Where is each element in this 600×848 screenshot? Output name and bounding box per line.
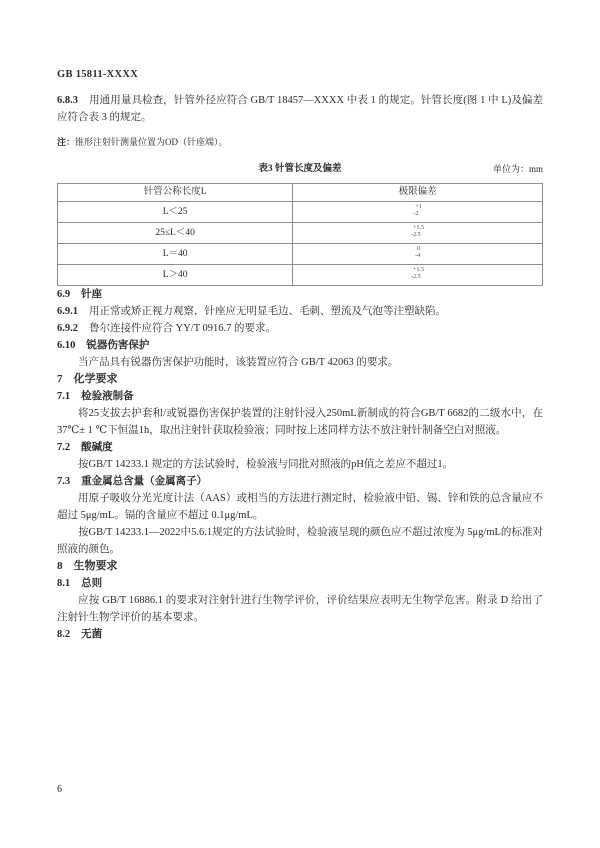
heading-7-1 (57, 388, 543, 405)
doc-code: GB 15811-XXXX (57, 69, 139, 80)
heading-6-10 (57, 337, 543, 354)
clause-number: 6.9.2 (57, 323, 78, 334)
tolerance-minus: -2 (413, 211, 419, 218)
heading-8-1 (57, 575, 543, 592)
heading-6-9 (57, 286, 543, 303)
tolerance-stack (413, 204, 421, 218)
table3-row1-range: L＜25 (58, 202, 293, 223)
paragraph-7-1: 将25支拔去护套和/或锐器伤害保护装置的注射针浸入250mL新制成的符合GB/T 6682的二级水中，在37℃± 1 ℃下恒温1h，取出注射针获取检验液；同时按上述同样方法不放注射针制备空白对照液。 (57, 408, 543, 436)
heading-title: 化学要求 (73, 373, 118, 385)
clause-text: 用正常或矫正视力观察，针座应无明显毛边、毛刺、塑流及气泡等注塑缺陷。 (89, 306, 446, 317)
tolerance-minus: -4 (415, 253, 421, 260)
heading-title: 针座 (81, 289, 103, 300)
clause-6-8-3-number: 6.8.3 (57, 95, 78, 106)
heading-number: 8.2 (57, 629, 71, 640)
heading-title: 生物要求 (73, 560, 118, 572)
paragraph-6-10: 当产品具有锐器伤害保护功能时，该装置应符合 GB/T 42063 的要求。 (78, 357, 399, 368)
table3 (57, 183, 543, 286)
table3-caption (57, 162, 543, 176)
tolerance-minus: -2.5 (411, 274, 421, 281)
clause-6-9-2 (57, 320, 543, 337)
heading-title: 检验液制备 (81, 391, 134, 402)
table-row (58, 265, 543, 286)
heading-number: 6.10 (57, 340, 76, 351)
heading-title: 锐器伤害保护 (86, 340, 150, 351)
tolerance-plus: +1 (415, 204, 422, 211)
tolerance-plus: +1.5 (413, 225, 425, 232)
table-row (58, 244, 543, 265)
heading-7-3 (57, 473, 543, 490)
heading-title: 无菌 (81, 629, 103, 640)
tolerance-stack (415, 246, 420, 260)
tolerance-plus: 0 (417, 246, 421, 253)
table3-header-row (58, 184, 543, 202)
tolerance-stack (411, 225, 424, 239)
heading-number: 7.1 (57, 391, 71, 402)
clause-6-8-3 (57, 92, 543, 126)
clause-6-8-3-text: 用通用量具检查，针管外径应符合 GB/T 18457—XXXX 中表 1 的规定。针管长度(图 1 中 L)及偏差应符合表 3 的规定。 (57, 95, 543, 123)
note-text: 锥形注射针测量位置为OD（针座端）。 (75, 137, 228, 147)
page-number: 6 (57, 784, 62, 795)
table-row (58, 202, 543, 223)
table-row (58, 223, 543, 244)
table3-row4-deviation (293, 265, 543, 286)
heading-number: 8 (57, 560, 63, 572)
table3-row3-deviation (293, 244, 543, 265)
clause-6-9-1 (57, 303, 543, 320)
tolerance-minus: -2.5 (411, 232, 421, 239)
paragraph-7-3-b: 按GB/T 14233.1—2022中5.6.1规定的方法试验时，检验液呈现的颜色应不超过浓度为 5μg/mL的标准对照液的颜色。 (57, 527, 543, 555)
tolerance-stack (411, 267, 424, 281)
heading-number: 7.2 (57, 442, 71, 453)
table3-title: 表3 针管长度及偏差 (258, 164, 342, 174)
paragraph-8-1: 应按 GB/T 16886.1 的要求对注射针进行生物学评价，评价结果应表明无生物学危害。附录 D 给出了注射针生物学评价的基本要求。 (57, 595, 543, 623)
paragraph-7-2: 按GB/T 14233.1 规定的方法试验时，检验液与同批对照液的pH值之差应不超过1。 (78, 459, 454, 470)
heading-8 (57, 558, 543, 575)
clause-number: 6.9.1 (57, 306, 78, 317)
note-label: 注： (57, 137, 76, 147)
heading-number: 6.9 (57, 289, 71, 300)
table3-row2-deviation (293, 223, 543, 244)
table3-row2-range: 25≤L＜40 (58, 223, 293, 244)
paragraph-7-3-a: 用原子吸收分光光度计法（AAS）或相当的方法进行测定时，检验液中铅、锡、锌和铁的总含量应不超过 5μg/mL。镉的含量应不超过 0.1μg/mL。 (57, 493, 543, 521)
table-note (57, 136, 543, 148)
heading-title: 总则 (81, 578, 103, 589)
heading-number: 7 (57, 373, 63, 385)
table3-col2-header: 极限偏差 (293, 184, 543, 202)
heading-7 (57, 371, 543, 388)
heading-7-2 (57, 439, 543, 456)
table3-row4-range: L＞40 (58, 265, 293, 286)
table3-col1-header: 针管公称长度L (58, 184, 293, 202)
heading-number: 8.1 (57, 578, 71, 589)
table3-row1-deviation (293, 202, 543, 223)
clause-text: 鲁尔连接件应符合 YY/T 0916.7 的要求。 (89, 323, 277, 334)
heading-title: 酸碱度 (81, 442, 113, 453)
tolerance-plus: +1.5 (413, 267, 425, 274)
heading-number: 7.3 (57, 476, 71, 487)
table3-row3-range: L＝40 (58, 244, 293, 265)
heading-title: 重金属总含量（金属离子） (81, 476, 208, 487)
table3-unit: 单位为：mm (492, 164, 543, 174)
heading-8-2 (57, 626, 543, 643)
